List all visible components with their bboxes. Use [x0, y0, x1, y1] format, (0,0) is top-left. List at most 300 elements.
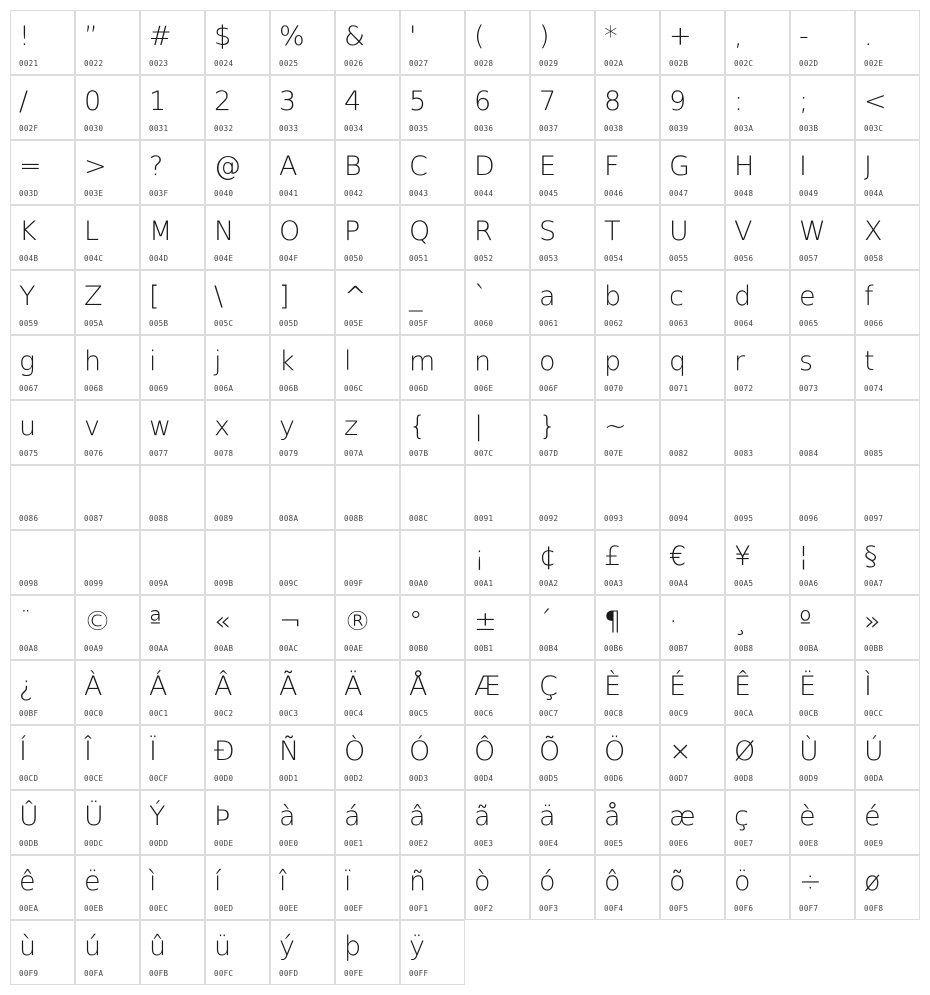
glyph-codepoint: 00C1 [149, 709, 169, 718]
glyph-codepoint: 0028 [474, 59, 494, 68]
glyph-codepoint: 0063 [669, 319, 689, 328]
glyph-cell [10, 530, 75, 595]
glyph-cell [400, 270, 465, 335]
glyph-cell [75, 530, 140, 595]
glyph-codepoint: 002F [19, 124, 39, 133]
glyph-cell [10, 660, 75, 725]
glyph-codepoint: 00CE [84, 774, 104, 783]
glyph-cell [790, 790, 855, 855]
glyph-codepoint: 00BF [19, 709, 39, 718]
glyph-cell [725, 790, 790, 855]
glyph-cell [660, 790, 725, 855]
glyph-cell [595, 10, 660, 75]
glyph-codepoint: 00B1 [474, 644, 494, 653]
glyph-cell [530, 400, 595, 465]
glyph-codepoint: 00D3 [409, 774, 429, 783]
glyph-cell [140, 140, 205, 205]
glyph-char: ~ [604, 411, 627, 442]
glyph-codepoint: 0037 [539, 124, 559, 133]
glyph-char: W [799, 216, 826, 247]
glyph-cell [595, 465, 660, 530]
glyph-codepoint: 009B [214, 579, 234, 588]
glyph-char: E [539, 151, 557, 182]
glyph-codepoint: 0021 [19, 59, 39, 68]
glyph-codepoint: 00B6 [604, 644, 624, 653]
glyph-codepoint: 0039 [669, 124, 689, 133]
glyph-cell [205, 400, 270, 465]
glyph-char: ` [474, 281, 488, 312]
glyph-codepoint: 00C9 [669, 709, 689, 718]
glyph-cell [400, 920, 465, 985]
glyph-codepoint: 00B8 [734, 644, 754, 653]
glyph-codepoint: 0043 [409, 189, 429, 198]
glyph-char: o [539, 346, 556, 377]
glyph-codepoint: 006F [539, 384, 559, 393]
glyph-codepoint: 00F7 [799, 904, 819, 913]
glyph-char: Ì [864, 671, 872, 702]
glyph-codepoint: 0089 [214, 514, 234, 523]
glyph-codepoint: 00A5 [734, 579, 754, 588]
glyph-char: Ú [864, 736, 884, 767]
glyph-codepoint: 00EA [19, 904, 39, 913]
glyph-char: O [279, 216, 301, 247]
glyph-codepoint: 00CF [149, 774, 169, 783]
glyph-char: C [409, 151, 428, 182]
glyph-cell [140, 725, 205, 790]
glyph-codepoint: 00E1 [344, 839, 364, 848]
glyph-codepoint: 00CD [19, 774, 39, 783]
glyph-codepoint: 00A9 [84, 644, 104, 653]
glyph-cell [335, 855, 400, 920]
glyph-codepoint: 0060 [474, 319, 494, 328]
glyph-codepoint: 005E [344, 319, 364, 328]
glyph-cell [10, 75, 75, 140]
glyph-codepoint: 005D [279, 319, 299, 328]
glyph-char: ï [344, 866, 352, 897]
glyph-cell [205, 660, 270, 725]
glyph-codepoint: 006B [279, 384, 299, 393]
glyph-cell [725, 400, 790, 465]
glyph-codepoint: 0029 [539, 59, 559, 68]
glyph-cell [140, 920, 205, 985]
glyph-cell [530, 465, 595, 530]
glyph-codepoint: 00C5 [409, 709, 429, 718]
glyph-cell [790, 140, 855, 205]
glyph-cell [400, 10, 465, 75]
glyph-cell [75, 660, 140, 725]
glyph-cell [790, 465, 855, 530]
glyph-codepoint: 00C2 [214, 709, 234, 718]
glyph-char: Ã [279, 671, 298, 702]
glyph-codepoint: 0042 [344, 189, 364, 198]
glyph-cell [790, 75, 855, 140]
glyph-cell [400, 465, 465, 530]
glyph-codepoint: 004C [84, 254, 104, 263]
glyph-codepoint: 0082 [669, 449, 689, 458]
glyph-char: Y [19, 281, 36, 312]
glyph-cell [855, 75, 920, 140]
glyph-char: ? [149, 151, 164, 182]
glyph-cell [855, 725, 920, 790]
glyph-cell [465, 400, 530, 465]
glyph-codepoint: 0087 [84, 514, 104, 523]
glyph-cell [595, 140, 660, 205]
glyph-codepoint: 0097 [864, 514, 884, 523]
glyph-codepoint: 002E [864, 59, 884, 68]
glyph-cell [530, 140, 595, 205]
glyph-codepoint: 0064 [734, 319, 754, 328]
glyph-cell [205, 10, 270, 75]
glyph-cell [205, 465, 270, 530]
glyph-char: ¸ [734, 606, 748, 637]
glyph-cell [465, 790, 530, 855]
glyph-codepoint: 006C [344, 384, 364, 393]
glyph-char: ò [474, 866, 491, 897]
glyph-codepoint: 00EB [84, 904, 104, 913]
glyph-char: ý [279, 931, 295, 962]
glyph-cell [790, 530, 855, 595]
glyph-codepoint: 0047 [669, 189, 689, 198]
glyph-cell [530, 790, 595, 855]
glyph-cell [400, 400, 465, 465]
glyph-cell [400, 205, 465, 270]
glyph-char: { [409, 411, 427, 442]
glyph-cell [75, 335, 140, 400]
glyph-char: < [864, 86, 887, 117]
glyph-char: ç [734, 801, 749, 832]
glyph-cell [530, 660, 595, 725]
glyph-cell [270, 400, 335, 465]
glyph-cell [725, 140, 790, 205]
glyph-codepoint: 0073 [799, 384, 819, 393]
glyph-char: r [734, 346, 746, 377]
glyph-codepoint: 0027 [409, 59, 429, 68]
glyph-codepoint: 007D [539, 449, 559, 458]
glyph-codepoint: 00D0 [214, 774, 234, 783]
glyph-codepoint: 002A [604, 59, 624, 68]
glyph-cell [660, 140, 725, 205]
glyph-char: â [409, 801, 426, 832]
glyph-char: æ [669, 801, 696, 832]
glyph-char: Ç [539, 671, 558, 702]
glyph-char: w [149, 411, 172, 442]
glyph-cell [790, 335, 855, 400]
glyph-codepoint: 0036 [474, 124, 494, 133]
glyph-codepoint: 0084 [799, 449, 819, 458]
glyph-cell [205, 725, 270, 790]
glyph-codepoint: 0053 [539, 254, 559, 263]
glyph-cell [725, 10, 790, 75]
glyph-char: | [474, 411, 484, 442]
glyph-char: ¬ [279, 606, 302, 637]
glyph-codepoint: 00CC [864, 709, 884, 718]
glyph-codepoint: 0066 [864, 319, 884, 328]
glyph-cell [10, 205, 75, 270]
glyph-codepoint: 00FF [409, 969, 429, 978]
glyph-codepoint: 0099 [84, 579, 104, 588]
glyph-char: ° [409, 606, 423, 637]
glyph-cell [465, 335, 530, 400]
glyph-char: Ö [604, 736, 626, 767]
glyph-codepoint: 0095 [734, 514, 754, 523]
glyph-codepoint: 004F [279, 254, 299, 263]
glyph-cell [270, 790, 335, 855]
glyph-char: F [604, 151, 620, 182]
glyph-codepoint: 00F5 [669, 904, 689, 913]
glyph-cell [335, 530, 400, 595]
glyph-cell [530, 595, 595, 660]
glyph-codepoint: 00D8 [734, 774, 754, 783]
glyph-codepoint: 0023 [149, 59, 169, 68]
glyph-char: · [669, 606, 678, 637]
glyph-char: ( [474, 21, 485, 52]
glyph-codepoint: 004B [19, 254, 39, 263]
glyph-codepoint: 00A0 [409, 579, 429, 588]
glyph-char: á [344, 801, 361, 832]
glyph-char: í [214, 866, 222, 897]
glyph-cell [790, 205, 855, 270]
glyph-cell [140, 855, 205, 920]
glyph-cell [335, 400, 400, 465]
glyph-char: B [344, 151, 362, 182]
glyph-cell [530, 725, 595, 790]
glyph-cell [335, 10, 400, 75]
glyph-cell [660, 725, 725, 790]
glyph-char: # [149, 21, 172, 52]
glyph-codepoint: 00E6 [669, 839, 689, 848]
glyph-char: È [604, 671, 622, 702]
glyph-cell [725, 595, 790, 660]
glyph-codepoint: 00FC [214, 969, 234, 978]
glyph-codepoint: 0051 [409, 254, 429, 263]
glyph-cell [400, 725, 465, 790]
glyph-cell [400, 530, 465, 595]
glyph-codepoint: 002C [734, 59, 754, 68]
glyph-char: m [409, 346, 436, 377]
glyph-cell [660, 855, 725, 920]
glyph-char: x [214, 411, 230, 442]
glyph-cell [725, 205, 790, 270]
glyph-cell [660, 10, 725, 75]
glyph-codepoint: 00EF [344, 904, 364, 913]
glyph-codepoint: 0086 [19, 514, 39, 523]
glyph-cell [140, 205, 205, 270]
glyph-codepoint: 008B [344, 514, 364, 523]
glyph-codepoint: 00CA [734, 709, 754, 718]
glyph-cell [855, 400, 920, 465]
glyph-cell [75, 790, 140, 855]
glyph-char: i [149, 346, 157, 377]
glyph-codepoint: 0031 [149, 124, 169, 133]
glyph-codepoint: 0094 [669, 514, 689, 523]
glyph-codepoint: 007E [604, 449, 624, 458]
glyph-codepoint: 005C [214, 319, 234, 328]
glyph-codepoint: 003A [734, 124, 754, 133]
glyph-codepoint: 00EC [149, 904, 169, 913]
glyph-codepoint: 00F1 [409, 904, 429, 913]
glyph-codepoint: 0061 [539, 319, 559, 328]
glyph-codepoint: 005F [409, 319, 429, 328]
glyph-codepoint: 0085 [864, 449, 884, 458]
glyph-char: ÿ [409, 931, 425, 962]
glyph-char: : [734, 86, 744, 117]
glyph-codepoint: 00A4 [669, 579, 689, 588]
glyph-cell [855, 465, 920, 530]
glyph-codepoint: 007A [344, 449, 364, 458]
glyph-char: î [279, 866, 287, 897]
glyph-codepoint: 009A [149, 579, 169, 588]
glyph-cell [660, 595, 725, 660]
glyph-char: û [149, 931, 167, 962]
glyph-char: 4 [344, 86, 362, 117]
glyph-cell [205, 530, 270, 595]
glyph-char: R [474, 216, 493, 247]
glyph-codepoint: 0055 [669, 254, 689, 263]
glyph-codepoint: 006E [474, 384, 494, 393]
glyph-char: Ý [149, 801, 166, 832]
glyph-char: 3 [279, 86, 297, 117]
glyph-char: c [669, 281, 684, 312]
glyph-char: A [279, 151, 298, 182]
glyph-codepoint: 0046 [604, 189, 624, 198]
glyph-codepoint: 0093 [604, 514, 624, 523]
glyph-char: % [279, 21, 305, 52]
glyph-char: > [84, 151, 107, 182]
glyph-cell [335, 465, 400, 530]
glyph-cell [660, 660, 725, 725]
glyph-char: ¦ [799, 541, 809, 572]
glyph-char: é [864, 801, 881, 832]
glyph-codepoint: 00BA [799, 644, 819, 653]
glyph-codepoint: 00B7 [669, 644, 689, 653]
glyph-codepoint: 0022 [84, 59, 104, 68]
glyph-codepoint: 00B0 [409, 644, 429, 653]
glyph-cell [10, 595, 75, 660]
glyph-char: ^ [344, 281, 367, 312]
glyph-char: t [864, 346, 875, 377]
glyph-codepoint: 003D [19, 189, 39, 198]
glyph-cell [335, 660, 400, 725]
glyph-char: d [734, 281, 752, 312]
glyph-cell [140, 10, 205, 75]
glyph-char: Ï [149, 736, 157, 767]
glyph-codepoint: 00AC [279, 644, 299, 653]
glyph-cell [75, 725, 140, 790]
glyph-codepoint: 00E3 [474, 839, 494, 848]
glyph-cell [660, 335, 725, 400]
glyph-cell [660, 465, 725, 530]
glyph-cell [205, 855, 270, 920]
glyph-codepoint: 006A [214, 384, 234, 393]
glyph-codepoint: 003E [84, 189, 104, 198]
glyph-char: Å [409, 671, 428, 702]
glyph-char: + [669, 21, 692, 52]
glyph-cell [400, 140, 465, 205]
glyph-char: . [864, 21, 873, 52]
glyph-codepoint: 0065 [799, 319, 819, 328]
glyph-cell [595, 595, 660, 660]
glyph-cell [75, 920, 140, 985]
glyph-cell [10, 335, 75, 400]
glyph-codepoint: 00F2 [474, 904, 494, 913]
glyph-codepoint: 0070 [604, 384, 624, 393]
glyph-codepoint: 0025 [279, 59, 299, 68]
glyph-codepoint: 00B4 [539, 644, 559, 653]
glyph-codepoint: 005B [149, 319, 169, 328]
glyph-cell [335, 725, 400, 790]
glyph-char: ¨ [19, 606, 33, 637]
glyph-codepoint: 00F6 [734, 904, 754, 913]
glyph-codepoint: 0059 [19, 319, 39, 328]
glyph-char: Q [409, 216, 431, 247]
glyph-codepoint: 0032 [214, 124, 234, 133]
glyph-cell [205, 790, 270, 855]
glyph-codepoint: 00E5 [604, 839, 624, 848]
glyph-cell [725, 855, 790, 920]
glyph-char: ô [604, 866, 621, 897]
glyph-cell [75, 270, 140, 335]
glyph-codepoint: 00DA [864, 774, 884, 783]
glyph-char: L [84, 216, 100, 247]
glyph-char: Ô [474, 736, 496, 767]
glyph-codepoint: 0075 [19, 449, 39, 458]
glyph-codepoint: 0078 [214, 449, 234, 458]
glyph-cell [465, 725, 530, 790]
glyph-codepoint: 0033 [279, 124, 299, 133]
glyph-char: ' [409, 21, 417, 52]
glyph-codepoint: 0024 [214, 59, 234, 68]
glyph-cell [530, 10, 595, 75]
glyph-cell [10, 140, 75, 205]
glyph-codepoint: 00DD [149, 839, 169, 848]
glyph-cell [400, 660, 465, 725]
glyph-char: Ò [344, 736, 366, 767]
glyph-char: ê [19, 866, 36, 897]
glyph-char: § [864, 541, 878, 572]
glyph-cell [270, 595, 335, 660]
glyph-codepoint: 00DB [19, 839, 39, 848]
glyph-char: f [864, 281, 874, 312]
glyph-codepoint: 009F [344, 579, 364, 588]
glyph-codepoint: 0041 [279, 189, 299, 198]
glyph-cell [10, 920, 75, 985]
glyph-cell [270, 920, 335, 985]
glyph-codepoint: 00FE [344, 969, 364, 978]
glyph-char: P [344, 216, 361, 247]
glyph-cell [595, 75, 660, 140]
glyph-char: Ó [409, 736, 431, 767]
glyph-codepoint: 0044 [474, 189, 494, 198]
glyph-char: M [149, 216, 173, 247]
glyph-cell [75, 205, 140, 270]
glyph-cell [855, 10, 920, 75]
glyph-codepoint: 0052 [474, 254, 494, 263]
glyph-cell [465, 660, 530, 725]
glyph-char: s [799, 346, 814, 377]
glyph-cell [465, 270, 530, 335]
glyph-codepoint: 0045 [539, 189, 559, 198]
glyph-char: 5 [409, 86, 427, 117]
glyph-cell [10, 725, 75, 790]
glyph-char: º [799, 606, 812, 637]
glyph-char: j [214, 346, 222, 377]
glyph-cell [595, 530, 660, 595]
glyph-cell [75, 465, 140, 530]
glyph-codepoint: 00AB [214, 644, 234, 653]
glyph-codepoint: 00D1 [279, 774, 299, 783]
glyph-char: ” [84, 21, 98, 52]
glyph-char: h [84, 346, 102, 377]
